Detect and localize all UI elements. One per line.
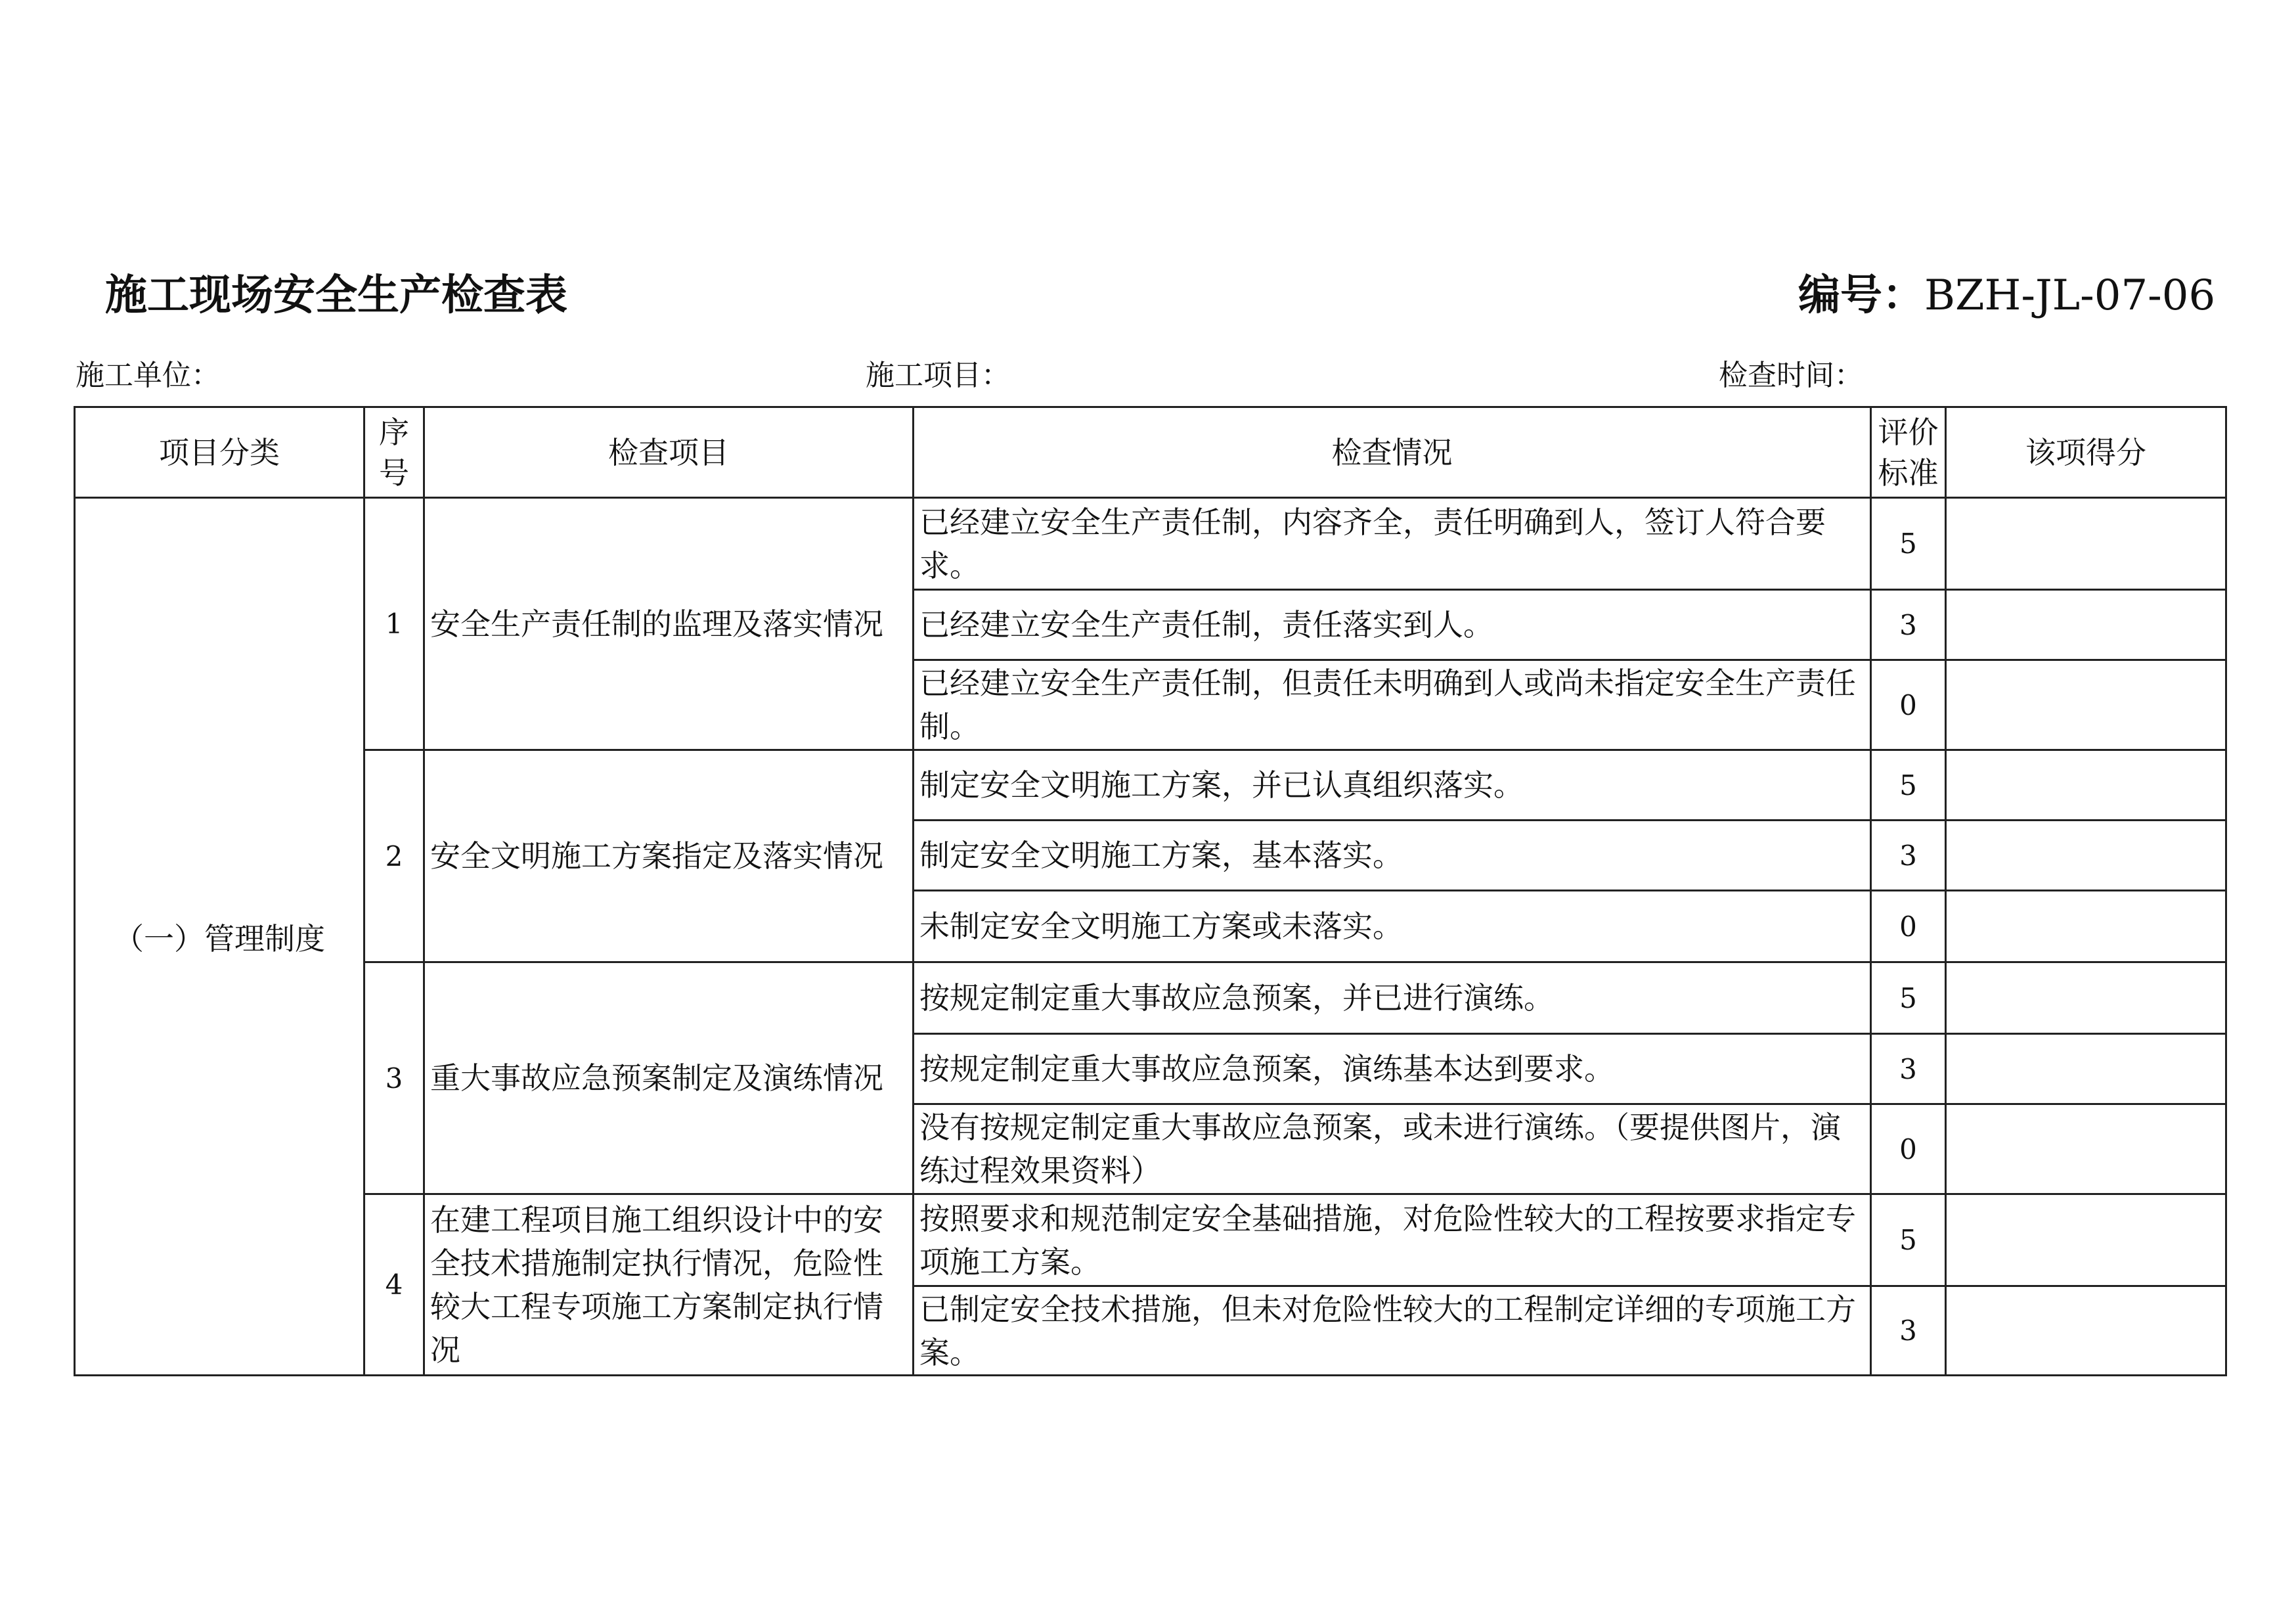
situation-text: 已经建立安全生产责任制，但责任未明确到人或尚未指定安全生产责任制。: [914, 660, 1871, 750]
item-seq: 3: [364, 962, 424, 1194]
score-input-cell[interactable]: [1946, 821, 2226, 891]
item-name: 在建工程项目施工组织设计中的安全技术措施制定执行情况，危险性较大工程专项施工方案制定执行情况: [424, 1194, 914, 1376]
score-input-cell[interactable]: [1946, 1034, 2226, 1104]
table-row: [75, 962, 2226, 1034]
situation-text: 没有按规定制定重大事故应急预案，或未进行演练。（要提供图片，演练过程效果资料）: [914, 1104, 1871, 1194]
score-input-cell[interactable]: [1946, 590, 2226, 660]
score-input-cell[interactable]: [1946, 1286, 2226, 1376]
score-input-cell[interactable]: [1946, 891, 2226, 962]
situation-text: 已经建立安全生产责任制，责任落实到人。: [914, 590, 1871, 660]
table-row: [75, 750, 2226, 821]
table-header-row: [75, 407, 2226, 498]
document-number-label: 编号：: [1798, 271, 1924, 320]
column-header-score: 该项得分: [1946, 407, 2226, 498]
item-name: 重大事故应急预案制定及演练情况: [424, 962, 914, 1194]
situation-text: 制定安全文明施工方案，基本落实。: [914, 821, 1871, 891]
column-header-category: 项目分类: [75, 407, 364, 498]
category-cell: （一）管理制度: [75, 498, 364, 1376]
standard-value: 3: [1871, 1034, 1946, 1104]
column-header-situation: 检查情况: [914, 407, 1871, 498]
item-seq: 4: [364, 1194, 424, 1376]
standard-value: 5: [1871, 750, 1946, 821]
item-name: 安全生产责任制的监理及落实情况: [424, 498, 914, 750]
inspection-table: [74, 406, 2227, 1376]
column-header-standard: 评价标准: [1871, 407, 1946, 498]
situation-text: 已经建立安全生产责任制，内容齐全，责任明确到人，签订人符合要求。: [914, 498, 1871, 590]
item-seq: 2: [364, 750, 424, 962]
standard-value: 3: [1871, 1286, 1946, 1376]
form-title: 施工现场安全生产检查表: [105, 271, 567, 320]
standard-value: 3: [1871, 590, 1946, 660]
situation-text: 按规定制定重大事故应急预案，演练基本达到要求。: [914, 1034, 1871, 1104]
situation-text: 按照要求和规范制定安全基础措施，对危险性较大的工程按要求指定专项施工方案。: [914, 1194, 1871, 1286]
construction-unit-label: 施工单位：: [76, 359, 220, 392]
inspection-time-label: 检查时间：: [1719, 359, 1863, 392]
table-row: [75, 498, 2226, 590]
table-row: [75, 1194, 2226, 1286]
standard-value: 0: [1871, 891, 1946, 962]
situation-text: 未制定安全文明施工方案或未落实。: [914, 891, 1871, 962]
standard-value: 3: [1871, 821, 1946, 891]
standard-value: 5: [1871, 1194, 1946, 1286]
score-input-cell[interactable]: [1946, 660, 2226, 750]
construction-project-label: 施工项目：: [866, 359, 1010, 392]
document-number: [1798, 261, 2215, 322]
score-input-cell[interactable]: [1946, 750, 2226, 821]
score-input-cell[interactable]: [1946, 1194, 2226, 1286]
score-input-cell[interactable]: [1946, 1104, 2226, 1194]
column-header-seq: 序号: [364, 407, 424, 498]
column-header-item: 检查项目: [424, 407, 914, 498]
standard-value: 5: [1871, 962, 1946, 1034]
score-input-cell[interactable]: [1946, 962, 2226, 1034]
situation-text: 按规定制定重大事故应急预案，并已进行演练。: [914, 962, 1871, 1034]
standard-value: 0: [1871, 1104, 1946, 1194]
item-seq: 1: [364, 498, 424, 750]
score-input-cell[interactable]: [1946, 498, 2226, 590]
standard-value: 0: [1871, 660, 1946, 750]
situation-text: 制定安全文明施工方案，并已认真组织落实。: [914, 750, 1871, 821]
item-name: 安全文明施工方案指定及落实情况: [424, 750, 914, 962]
standard-value: 5: [1871, 498, 1946, 590]
document-number-value: BZH-JL-07-06: [1924, 271, 2216, 320]
situation-text: 已制定安全技术措施，但未对危险性较大的工程制定详细的专项施工方案。: [914, 1286, 1871, 1376]
